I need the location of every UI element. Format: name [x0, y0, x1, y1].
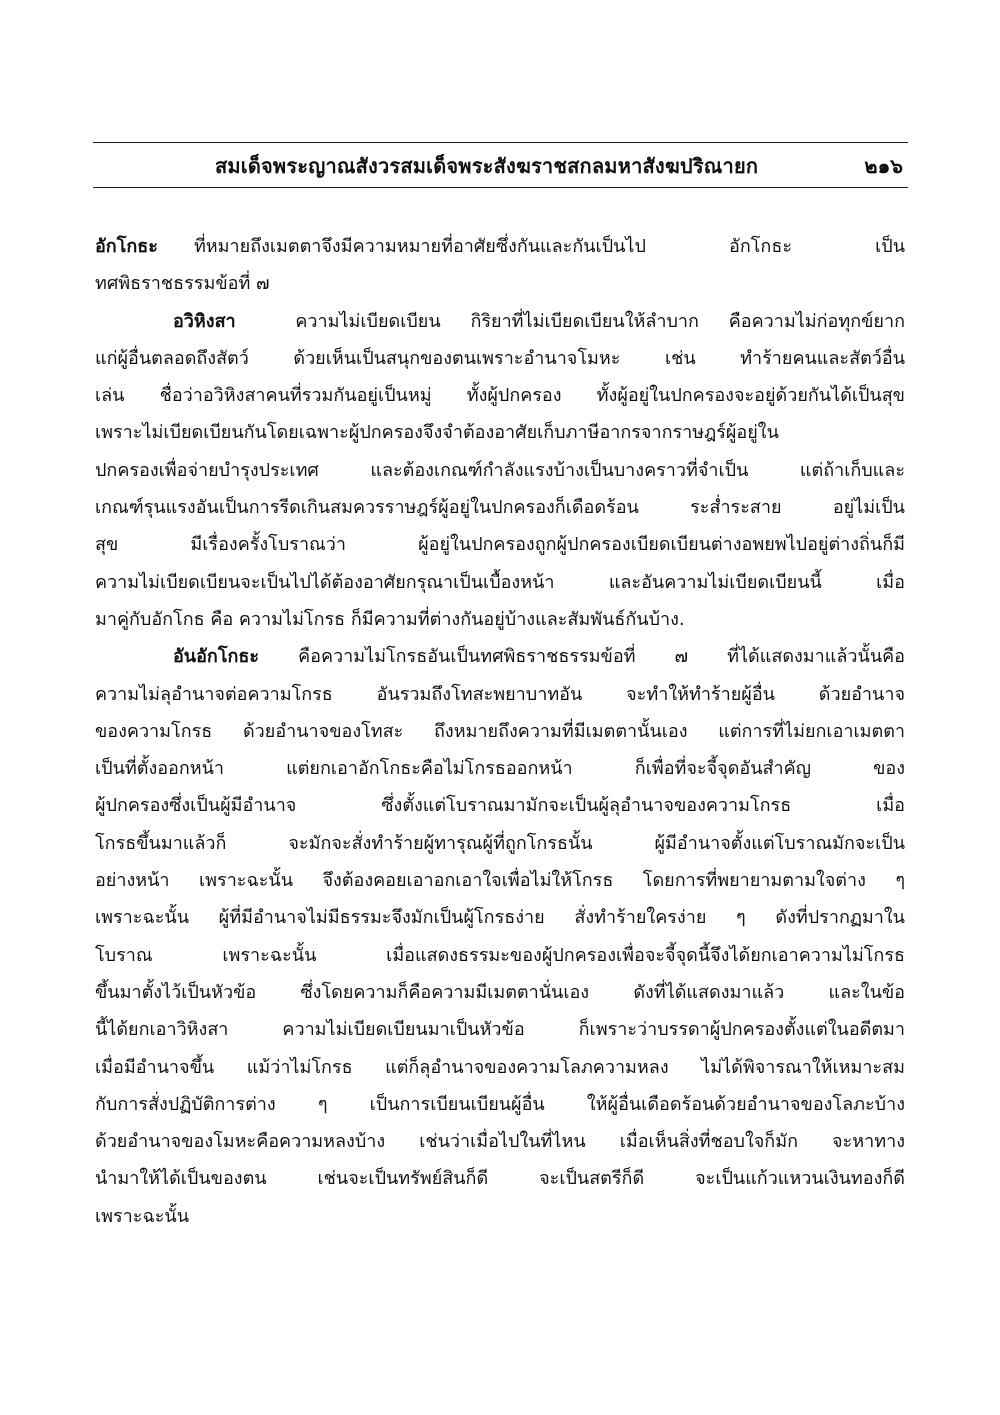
body-text — [95, 228, 905, 1235]
term-heading: อวิหิงสา — [173, 310, 236, 332]
paragraph-line: มาคู่กับอักโกธ คือ ความไม่โกรธ ก็มีความที่ต่างกันอยู่บ้างและสัมพันธ์กันบ้าง. — [95, 608, 685, 630]
paragraph-line — [95, 638, 905, 675]
paragraph-line: นำมาให้ได้เป็นของตน เช่นจะเป็นทรัพย์สินก็ดี จะเป็นสตรีก็ดี จะเป็นแก้วแหวนเงินทองก็ดี — [95, 1168, 905, 1190]
line-text: ความไม่เบียดเบียน กิริยาที่ไม่เบียดเบียนให้ลำบาก คือความไม่ก่อทุกข์ยาก — [295, 310, 905, 332]
paragraph-line: เล่น ชื่อว่าอวิหิงสาคนที่รวมกันอยู่เป็นหมู่ ทั้งผู้ปกครอง ทั้งผู้อยู่ในปกครองจะอยู่ด้วยกันได้เป็นสุข — [95, 385, 905, 407]
paragraph-line: ผู้ปกครองซึ่งเป็นผู้มีอำนาจ ซึ่งตั้งแต่โบราณมามักจะเป็นผู้ลุอำนาจของความโกรธ เมื่อ — [95, 795, 905, 817]
paragraph-line: ปกครองเพื่อจ่ายบำรุงประเทศ และต้องเกณฑ์กำลังแรงบ้างเป็นบางคราวที่จำเป็น แต่ถ้าเก็บและ — [95, 459, 905, 481]
paragraph-line: เพราะฉะนั้น ผู้ที่มีอำนาจไม่มีธรรมะจึงมักเป็นผู้โกรธง่าย สั่งทำร้ายใครง่าย ๆ ดังที่ปรากฏมาใน — [95, 907, 905, 929]
paragraph-line: ความไม่ลุอำนาจต่อความโกรธ อันรวมถึงโทสะพยาบาทอัน จะทำให้ทำร้ายผู้อื่น ด้วยอำนาจ — [95, 683, 905, 705]
paragraph-line: กับการสั่งปฏิบัติการต่าง ๆ เป็นการเบียนเบียนผู้อื่น ให้ผู้อื่นเดือดร้อนด้วยอำนาจของโลภะบ้าง — [95, 1093, 905, 1115]
paragraph-line: อย่างหน้า เพราะฉะนั้น จึงต้องคอยเอาอกเอาใจเพื่อไม่ให้โกรธ โดยการที่พยายามตามใจต่าง ๆ — [95, 870, 905, 892]
paragraph-line: เพราะฉะนั้น — [95, 1205, 189, 1227]
line-text: ที่หมายถึงเมตตาจึงมีความหมายที่อาศัยซึ่งกันและกันเป็นไป อักโกธะ เป็น — [193, 236, 905, 257]
paragraph-line: ด้วยอำนาจของโมหะคือความหลงบ้าง เช่นว่าเมื่อไปในที่ไหน เมื่อเห็นสิ่งที่ชอบใจก็มัก จะหาทาง — [95, 1131, 905, 1153]
running-title: สมเด็จพระญาณสังวรสมเด็จพระสังฆราชสกลมหาสังฆปริณายก — [215, 154, 759, 178]
paragraph-line — [95, 303, 905, 340]
paragraph-line: สุข มีเรื่องครั้งโบราณว่า ผู้อยู่ในปกครองถูกผู้ปกครองเบียดเบียนต่างอพยพไปอยู่ต่างถิ่นก็มี — [95, 534, 905, 556]
paragraph-line: เกณฑ์รุนแรงอันเป็นการรีดเกินสมควรราษฎร์ผู้อยู่ในปกครองก็เดือดร้อน ระส่ำระสาย อยู่ไม่เป็น — [95, 497, 905, 519]
paragraph-line: ขึ้นมาตั้งไว้เป็นหัวข้อ ซึ่งโดยความก็คือความมีเมตตานั่นเอง ดังที่ได้แสดงมาแล้ว และในข้อ — [95, 981, 905, 1003]
paragraph-line: เมื่อมีอำนาจขึ้น แม้ว่าไม่โกรธ แต่ก็ลุอำนาจของความโลภความหลง ไม่ได้พิจารณาให้เหมาะสม — [95, 1056, 905, 1078]
page-number: ๒๑๖ — [864, 154, 903, 178]
line-text: คือความไม่โกรธอันเป็นทศพิธราชธรรมข้อที่ ๗ ที่ได้แสดงมาแล้วนั้นคือ — [298, 646, 905, 668]
header-rule-top — [93, 142, 908, 143]
term-heading: อักโกธะ — [95, 236, 158, 257]
paragraph-line: เป็นที่ตั้งออกหน้า แต่ยกเอาอักโกธะคือไม่โกรธออกหน้า ก็เพื่อที่จะจี้จุดอันสำคัญ ของ — [95, 758, 905, 780]
paragraph-line: เพราะไม่เบียดเบียนกันโดยเฉพาะผู้ปกครองจึงจำต้องอาศัยเก็บภาษีอากรจากราษฎร์ผู้อยู่ใน — [95, 422, 779, 444]
header-rule-bottom — [93, 187, 908, 188]
paragraph-line: นี้ได้ยกเอาวิหิงสา ความไม่เบียดเบียนมาเป็นหัวข้อ ก็เพราะว่าบรรดาผู้ปกครองตั้งแต่ในอดีตมา — [95, 1019, 905, 1041]
paragraph-line: ของความโกรธ ด้วยอำนาจของโทสะ ถึงหมายถึงความที่มีเมตตานั้นเอง แต่การที่ไม่ยกเอาเมตตา — [95, 720, 905, 742]
paragraph-line: ความไม่เบียดเบียนจะเป็นไปได้ต้องอาศัยกรุณาเป็นเบื้องหน้า และอันความไม่เบียดเบียนนี้ เมื่อ — [95, 571, 905, 593]
term-heading: อันอักโกธะ — [173, 646, 260, 668]
paragraph-line — [95, 228, 905, 265]
paragraph-line: โกรธขึ้นมาแล้วก็ จะมักจะสั่งทำร้ายผู้ทารุณผู้ที่ถูกโกรธนั้น ผู้มีอำนาจตั้งแต่โบราณมักจะเป็น — [95, 832, 905, 854]
paragraph-line: ทศพิธราชธรรมข้อที่ ๗ — [95, 273, 270, 295]
paragraph-line: แก่ผู้อื่นตลอดถึงสัตว์ ด้วยเห็นเป็นสนุกของตนเพราะอำนาจโมหะ เช่น ทำร้ายคนและสัตว์อื่น — [95, 347, 905, 369]
paragraph-line: โบราณ เพราะฉะนั้น เมื่อแสดงธรรมะของผู้ปกครองเพื่อจะจี้จุดนี้จึงได้ยกเอาความไม่โกรธ — [95, 944, 905, 966]
